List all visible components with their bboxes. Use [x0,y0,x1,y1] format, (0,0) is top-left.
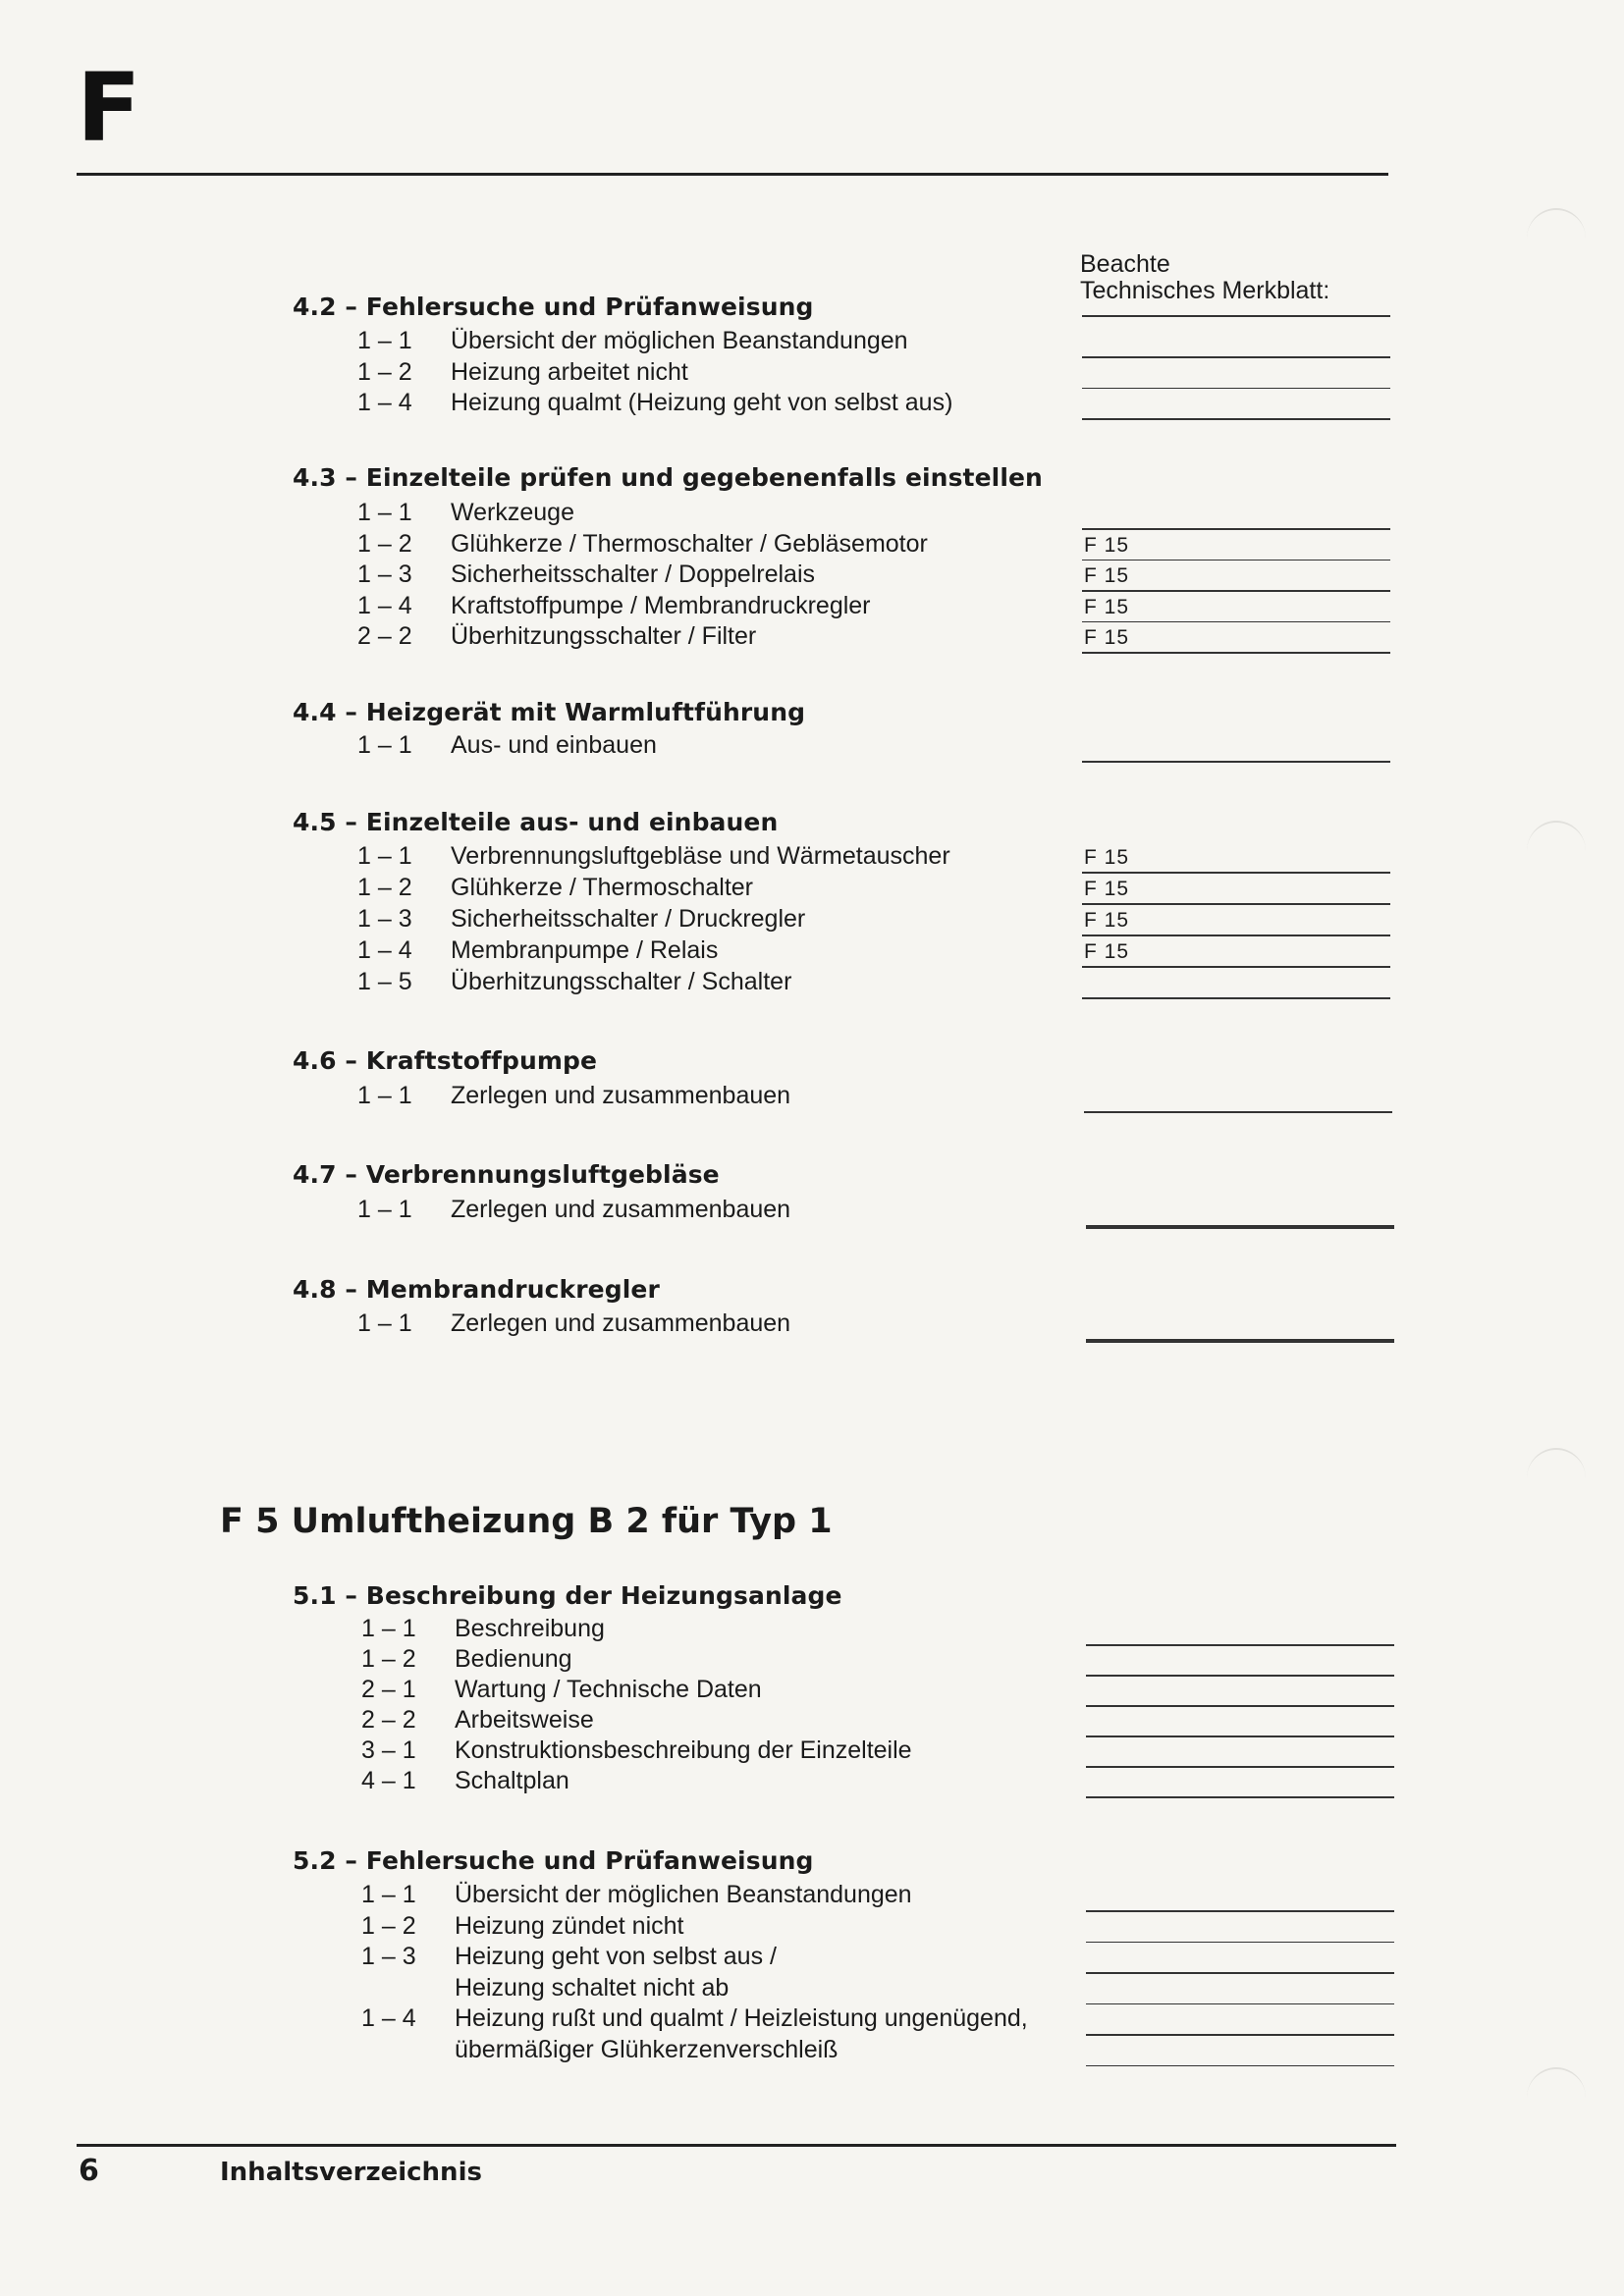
toc-entry-label: Heizung rußt und qualmt / Heizleistung ungenügend, [455,2004,1028,2032]
section-title: 4.4 – Heizgerät mit Warmluftführung [293,698,806,726]
binder-hole-mark [1527,208,1586,269]
footer-rule [77,2144,1396,2147]
toc-entry-label: Heizung schaltet nicht ab [455,1973,730,2002]
toc-entry-number: 1 – 3 [357,561,412,588]
technical-sheet-reference: F 15 [1084,940,1130,963]
chapter-heading: F 5 Umluftheizung B 2 für Typ 1 [220,1502,833,1541]
toc-entry-number: 1 – 1 [357,842,412,870]
toc-entry-number: 1 – 1 [357,327,412,354]
page-number: 6 [79,2154,99,2188]
technical-sheet-reference: F 15 [1084,878,1130,900]
toc-entry-number: 1 – 4 [357,389,412,416]
toc-entry-label: Glühkerze / Thermoschalter / Gebläsemotor [451,529,928,558]
toc-entry-label: Zerlegen und zusammenbauen [451,1309,791,1337]
toc-entry-number: 1 – 1 [361,1615,416,1642]
notes-write-line [1082,418,1390,420]
toc-entry-label: Glühkerze / Thermoschalter [451,874,753,901]
footer-title: Inhaltsverzeichnis [220,2158,482,2187]
notes-write-line [1082,528,1390,530]
section-title: 4.8 – Membrandruckregler [293,1275,660,1304]
toc-entry-number: 4 – 1 [361,1767,416,1794]
technical-sheet-reference: F 15 [1084,909,1130,932]
toc-entry-label: Sicherheitsschalter / Druckregler [451,905,806,933]
toc-entry-label: Arbeitsweise [455,1706,594,1734]
notes-write-line [1082,315,1390,317]
notes-column-header-line1: Beachte [1080,250,1170,278]
notes-write-line [1086,1341,1394,1343]
toc-entry-number: 1 – 1 [357,499,412,526]
notes-write-line [1082,388,1390,390]
toc-entry-label: Heizung geht von selbst aus / [455,1943,777,1970]
toc-entry-number: 2 – 1 [361,1676,416,1703]
toc-entry-number: 1 – 1 [357,731,412,759]
toc-entry-label: Kraftstoffpumpe / Membrandruckregler [451,591,871,619]
section-title: 4.7 – Verbrennungsluftgebläse [293,1160,720,1189]
toc-entry-label: Zerlegen und zusammenbauen [451,1196,791,1223]
notes-write-line [1082,652,1390,654]
toc-entry-number: 1 – 5 [357,968,412,995]
toc-entry-number: 1 – 4 [357,591,412,619]
technical-sheet-reference: F 15 [1084,564,1130,587]
toc-entry-number: 2 – 2 [361,1706,416,1734]
toc-entry-label: Übersicht der möglichen Beanstandungen [455,1881,912,1908]
section-title: 5.2 – Fehlersuche und Prüfanweisung [293,1846,814,1875]
section-title: 4.3 – Einzelteile prüfen und gegebenenfalls einstellen [293,463,1043,492]
notes-write-line [1082,872,1390,874]
binder-hole-mark [1527,2067,1586,2128]
notes-write-line [1086,1766,1394,1768]
toc-entry-label: Werkzeuge [451,499,574,526]
notes-write-line [1086,2034,1394,2036]
technical-sheet-reference: F 15 [1084,846,1130,869]
notes-write-line [1082,590,1390,592]
section-title: 5.1 – Beschreibung der Heizungsanlage [293,1581,842,1610]
toc-entry-label: Schaltplan [455,1767,569,1794]
toc-entry-label: Übersicht der möglichen Beanstandungen [451,327,908,354]
toc-entry-label: Heizung arbeitet nicht [451,357,688,386]
toc-entry-label: Beschreibung [455,1615,605,1642]
toc-entry-number: 1 – 4 [357,936,412,964]
toc-entry-label: Membranpumpe / Relais [451,936,719,964]
toc-entry-label: Sicherheitsschalter / Doppelrelais [451,561,816,588]
notes-write-line [1086,1705,1394,1707]
toc-entry-label: Konstruktionsbeschreibung der Einzelteile [455,1736,912,1764]
notes-write-line [1086,1675,1394,1677]
notes-write-line [1082,966,1390,968]
header-rule [77,173,1388,176]
notes-write-line [1086,2003,1394,2005]
toc-entry-number: 1 – 1 [357,1309,412,1337]
toc-entry-number: 1 – 2 [357,874,412,901]
toc-entry-number: 1 – 3 [357,905,412,933]
notes-write-line [1082,356,1390,358]
toc-entry-number: 3 – 1 [361,1736,416,1764]
toc-entry-label: Heizung zündet nicht [455,1911,684,1940]
notes-write-line [1086,1796,1394,1798]
notes-write-line [1086,1227,1394,1229]
notes-write-line [1086,1735,1394,1737]
section-letter: F [77,53,141,163]
toc-entry-number: 1 – 3 [361,1943,416,1970]
toc-entry-number: 1 – 1 [357,1196,412,1223]
binder-hole-mark [1527,1448,1586,1509]
toc-entry-label: Wartung / Technische Daten [455,1676,762,1703]
toc-entry-label: Überhitzungsschalter / Schalter [451,968,792,995]
toc-entry-label: übermäßiger Glühkerzenverschleiß [455,2035,839,2063]
toc-entry-number: 1 – 2 [357,357,412,386]
toc-entry-label: Verbrennungsluftgebläse und Wärmetauscher [451,842,950,870]
technical-sheet-reference: F 15 [1084,533,1130,557]
notes-write-line [1086,1644,1394,1646]
notes-write-line [1082,934,1390,936]
toc-entry-number: 1 – 4 [361,2004,416,2032]
section-title: 4.5 – Einzelteile aus- und einbauen [293,808,779,836]
binder-hole-mark [1527,821,1586,881]
notes-write-line [1086,1972,1394,1974]
toc-entry-number: 1 – 2 [357,529,412,558]
notes-write-line [1086,1910,1394,1912]
toc-entry-number: 1 – 1 [361,1881,416,1908]
toc-entry-label: Bedienung [455,1645,572,1673]
technical-sheet-reference: F 15 [1084,626,1130,649]
notes-column-header [1080,251,1329,304]
toc-entry-label: Aus- und einbauen [451,731,657,759]
notes-write-line [1082,560,1390,561]
notes-column-header-line2: Technisches Merkblatt: [1080,277,1330,304]
technical-sheet-reference: F 15 [1084,595,1130,618]
toc-entry-number: 2 – 2 [357,622,412,650]
toc-entry-label: Heizung qualmt (Heizung geht von selbst aus) [451,389,953,416]
notes-write-line [1082,997,1390,999]
notes-write-line [1082,761,1390,763]
notes-write-line [1086,2065,1394,2067]
toc-entry-number: 1 – 1 [357,1082,412,1109]
notes-write-line [1084,1111,1392,1113]
section-title: 4.2 – Fehlersuche und Prüfanweisung [293,293,814,321]
toc-entry-number: 1 – 2 [361,1911,416,1940]
toc-entry-label: Zerlegen und zusammenbauen [451,1082,791,1109]
section-title: 4.6 – Kraftstoffpumpe [293,1046,598,1075]
notes-write-line [1086,1942,1394,1944]
notes-write-line [1082,903,1390,905]
notes-write-line [1082,621,1390,623]
toc-entry-label: Überhitzungsschalter / Filter [451,622,757,650]
toc-entry-number: 1 – 2 [361,1645,416,1673]
